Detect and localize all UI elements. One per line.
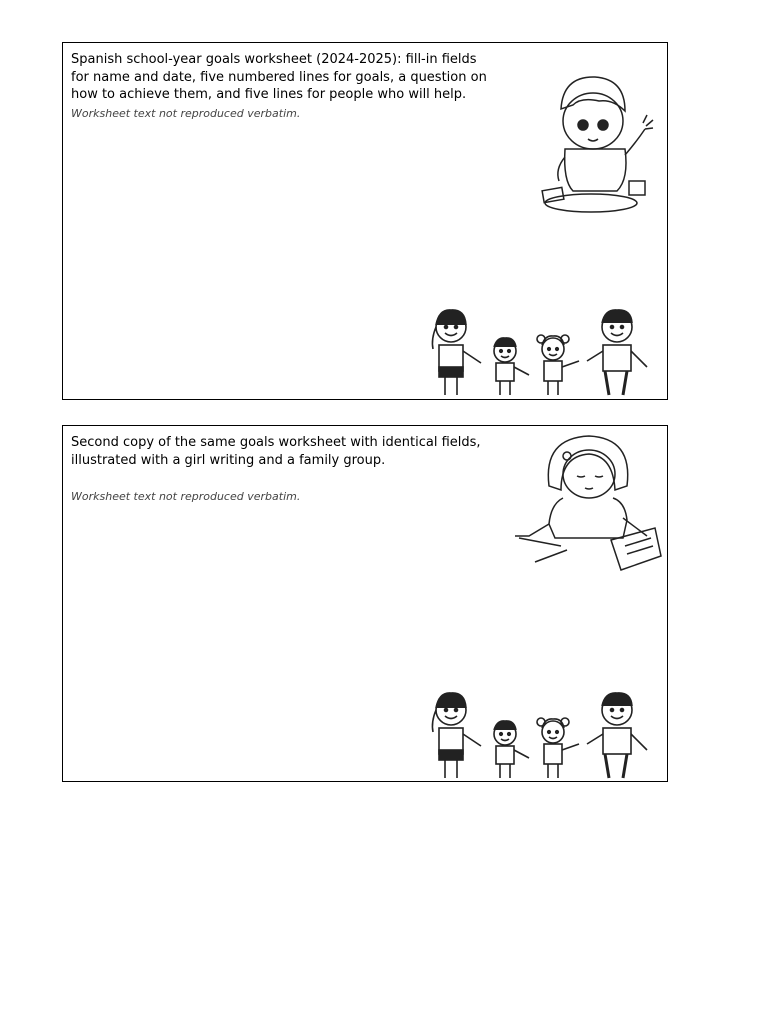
worksheet-card-1 xyxy=(62,42,668,400)
card-summary: Second copy of the same goals worksheet with identical fields, illustrated with a girl writing and a family group. xyxy=(71,435,481,468)
family-illustration xyxy=(425,305,661,399)
card-summary: Spanish school-year goals worksheet (2024-2025): fill-in fields for name and date, five numbered lines for goals, a question on how to achieve them, and five lines for people who will help. xyxy=(71,52,487,103)
child-playing-illustration xyxy=(533,71,663,216)
copyright-notice: Worksheet text not reproduced verbatim. xyxy=(71,490,301,503)
worksheet-card-2 xyxy=(62,425,668,782)
copyright-notice: Worksheet text not reproduced verbatim. xyxy=(71,107,301,120)
family-illustration xyxy=(425,688,661,782)
girl-writing-illustration xyxy=(515,428,665,578)
